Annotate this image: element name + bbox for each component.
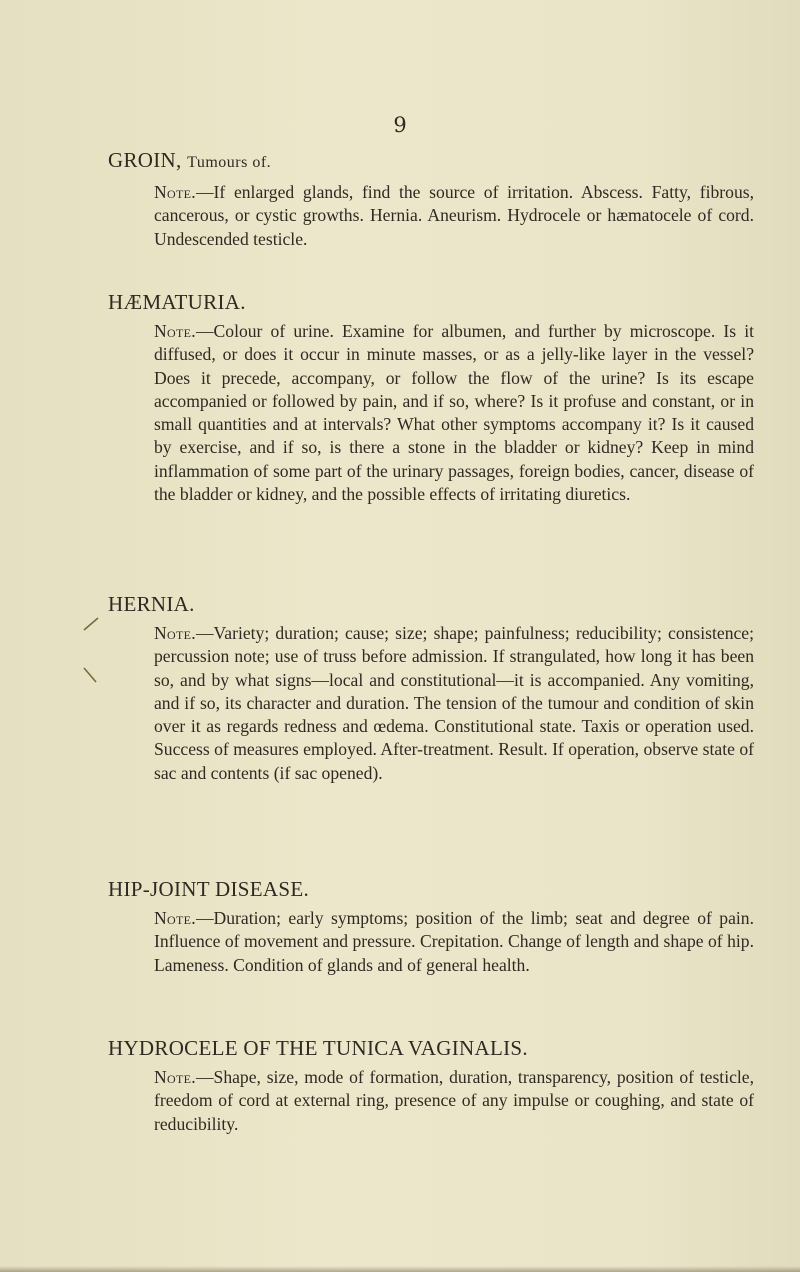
margin-pencil-mark — [80, 610, 104, 690]
section-hydrocele — [108, 1036, 788, 1136]
section-heading: HIP-JOINT DISEASE. — [108, 877, 310, 901]
page-number: 9 — [393, 113, 407, 137]
section-hip-joint — [108, 877, 788, 977]
section-note: Note.—Duration; early symptoms; position of the limb; seat and degree of pain. Influence of movement and pressure. Crepitation. Change of length and shape of hip. Lameness. Condition of glands and of general health. — [154, 908, 754, 975]
section-heading: GROIN, Tumours of. — [108, 148, 272, 172]
section-note: Note.—Shape, size, mode of formation, duration, transparency, position of testicle, freedom of cord at external ring, presence of any impulse or coughing, and state of reducibility. — [154, 1067, 754, 1134]
section-note: Note.—Colour of urine. Examine for albumen, and further by microscope. Is it diffused, or does it occur in minute masses, or as a jelly-like layer in the vessel? Does it precede, accompany, or follow the flow of the urine? Is its escape accompanied or followed by pain, and if so, where? Is it profuse and constant, or in small quantities and at intervals? What other symptoms accompany it? Is it caused by exercise, and if so, is there a stone in the bladder or kidney? Keep in mind inflammation of some part of the urinary passages, foreign bodies, cancer, disease of the bladder or kidney, and the possible effects of irritating diuretics. — [154, 321, 754, 505]
section-heading: HÆMATURIA. — [108, 290, 246, 314]
section-note: Note.—Variety; duration; cause; size; shape; painfulness; reducibility; consistence; percussion note; use of truss before admission. If strangulated, how long it has been so, and by what signs—local and constitutional—it is accompanied. Any vomiting, and if so, its character and duration. The tension of the tumour and condition of skin over it as regards redness and œdema. Constitutional state. Taxis or operation used. Success of measures employed. After-treatment. Result. If operation, observe state of sac and contents (if sac opened). — [154, 623, 754, 783]
section-heading: HERNIA. — [108, 592, 195, 616]
section-heading: HYDROCELE OF THE TUNICA VAGINALIS. — [108, 1036, 528, 1060]
section-note: Note.—If enlarged glands, find the source of irritation. Abscess. Fatty, fibrous, cancerous, or cystic growths. Hernia. Aneurism. Hydrocele or hæmatocele of cord. Undescended testicle. — [154, 182, 754, 249]
section-haematuria — [108, 290, 788, 506]
section-groin — [108, 148, 788, 251]
section-hernia — [108, 592, 788, 785]
page-edge-shadow — [0, 1266, 800, 1272]
